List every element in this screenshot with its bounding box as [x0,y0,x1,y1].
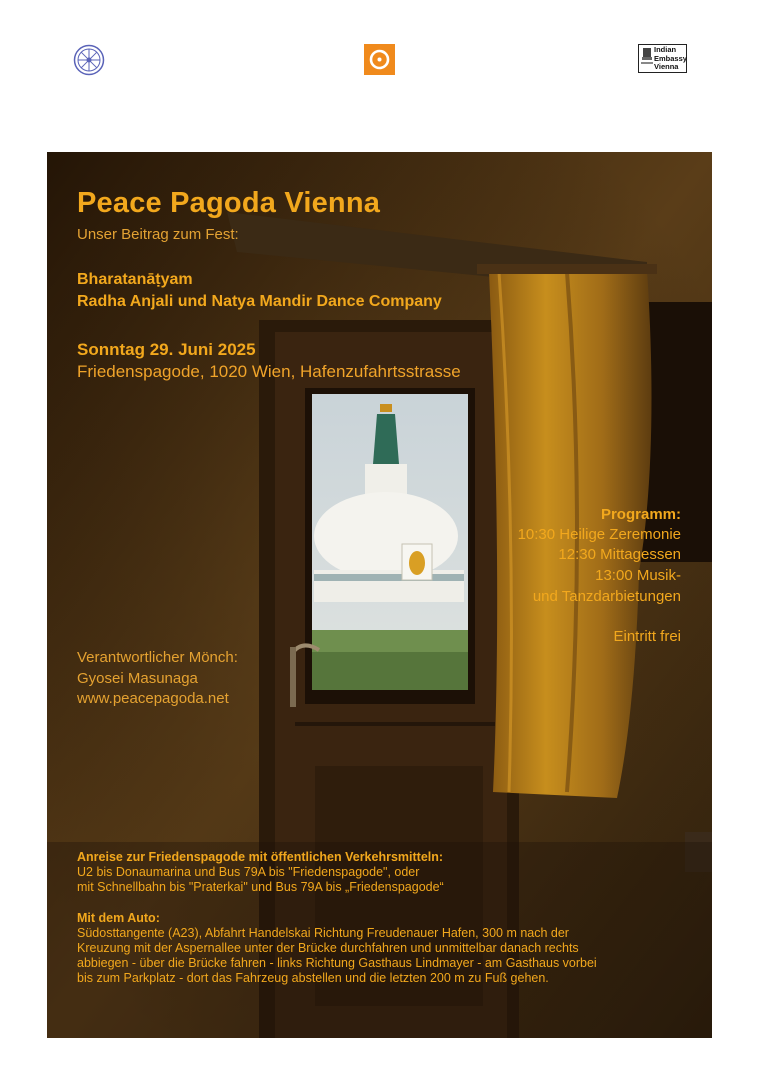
dharma-wheel-icon [73,44,105,76]
embassy-text-line: Vienna [654,62,679,71]
poster-title: Peace Pagoda Vienna [77,187,381,219]
monk-label: Verantwortlicher Mönch: [77,649,238,666]
program-item: und Tanzdarbietungen [532,588,681,605]
poster-subtitle: Unser Beitrag zum Fest: [77,226,239,243]
event-poster [47,152,712,1038]
car-heading: Mit dem Auto: [77,911,160,925]
car-directions-line: Südosttangente (A23), Abfahrt Handelskai Richtung Freudenauer Hafen, 300 m nach der [77,926,569,940]
event-date: Sonntag 29. Juni 2025 [77,340,256,359]
dance-style: Bharatanāṭyam [77,271,193,288]
program-item: 10:30 Heilige Zeremonie [517,526,681,543]
circle-symbol-icon [364,44,395,75]
car-directions-line: Kreuzung mit der Aspernallee unter der Brücke durchfahren und unmittelbar danach rechts [77,941,579,955]
car-directions-line: abbiegen - über die Brücke fahren - links Richtung Gasthaus Lindmayer - am Gasthaus vorbei [77,956,597,970]
dance-company: Radha Anjali und Natya Mandir Dance Company [77,293,442,310]
program-item: 13:00 Musik- [595,567,681,584]
embassy-text-line: Indian [654,45,677,54]
public-transport-line: U2 bis Donaumarina und Bus 79A bis "Friedenspagode", oder [77,865,420,879]
public-transport-line: mit Schnellbahn bis "Praterkai" und Bus 79A bis „Friedenspagode“ [77,880,444,894]
monk-name: Gyosei Masunaga [77,670,198,687]
emblem-icon [640,45,654,72]
program-item: 12:30 Mittagessen [558,546,681,563]
event-venue: Friedenspagode, 1020 Wien, Hafenzufahrtsstrasse [77,362,461,381]
entry-info: Eintritt frei [613,628,681,645]
public-transport-heading: Anreise zur Friedenspagode mit öffentlichen Verkehrsmitteln: [77,850,444,864]
program-heading: Programm: [600,506,681,523]
car-directions-line: bis zum Parkplatz - dort das Fahrzeug abstellen und die letzten 200 m zu Fuß gehen. [77,971,549,985]
indian-embassy-logo [638,44,687,73]
website-link[interactable]: www.peacepagoda.net [77,690,229,707]
embassy-text-line: Embassy [654,53,687,63]
